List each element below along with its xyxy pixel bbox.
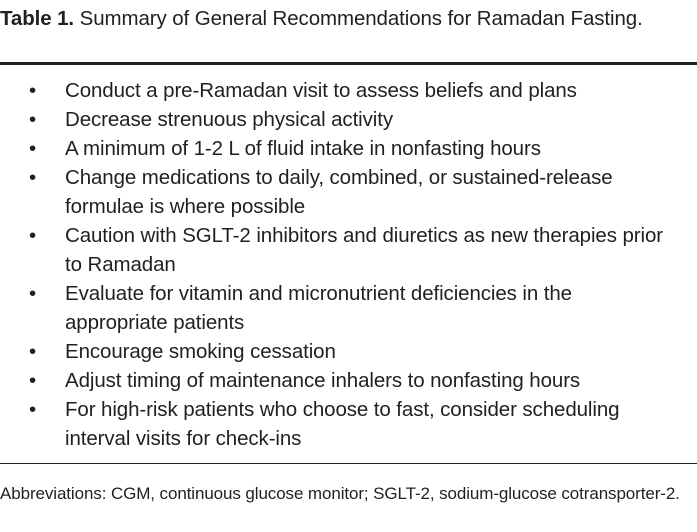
table-caption bbox=[0, 5, 690, 33]
table-footnote: Abbreviations: CGM, continuous glucose monitor; SGLT-2, sodium-glucose cotransporter-2. bbox=[0, 484, 680, 503]
bullet-icon: • bbox=[29, 137, 37, 160]
table-title: Summary of General Recommendations for Ramadan Fasting. bbox=[79, 7, 643, 30]
bullet-icon: • bbox=[29, 79, 37, 102]
bullet-icon: • bbox=[29, 166, 37, 189]
list-item-text: Decrease strenuous physical activity bbox=[65, 108, 393, 131]
list-item-text: Evaluate for vitamin and micronutrient deficiencies in the appropriate patients bbox=[65, 282, 572, 334]
list-item-text: Encourage smoking cessation bbox=[65, 340, 336, 363]
list-item-text: For high-risk patients who choose to fast, consider scheduling interval visits for check-ins bbox=[65, 398, 620, 450]
list-item-text: Caution with SGLT-2 inhibitors and diuretics as new therapies prior to Ramadan bbox=[65, 224, 663, 276]
list-item-text: Adjust timing of maintenance inhalers to nonfasting hours bbox=[65, 369, 581, 392]
bullet-icon: • bbox=[29, 108, 37, 131]
list-item-text: Change medications to daily, combined, or sustained-release formulae is where possible bbox=[65, 166, 613, 218]
bullet-icon: • bbox=[29, 398, 37, 421]
list-item-text: Conduct a pre-Ramadan visit to assess beliefs and plans bbox=[65, 79, 577, 102]
list-item bbox=[0, 279, 697, 337]
list-item bbox=[0, 76, 697, 105]
list-item bbox=[0, 395, 697, 453]
bullet-icon: • bbox=[29, 224, 37, 247]
list-item bbox=[0, 366, 697, 395]
list-item bbox=[0, 105, 697, 134]
top-rule bbox=[0, 62, 697, 65]
bullet-icon: • bbox=[29, 369, 37, 392]
bullet-icon: • bbox=[29, 340, 37, 363]
list-item bbox=[0, 337, 697, 366]
list-item bbox=[0, 134, 697, 163]
list-item bbox=[0, 221, 697, 279]
list-item-text: A minimum of 1-2 L of fluid intake in nonfasting hours bbox=[65, 137, 541, 160]
table-label: Table 1. bbox=[0, 7, 75, 30]
bullet-icon: • bbox=[29, 282, 37, 305]
list-item bbox=[0, 163, 697, 221]
recommendations-list bbox=[0, 76, 697, 453]
bottom-rule bbox=[0, 463, 697, 464]
